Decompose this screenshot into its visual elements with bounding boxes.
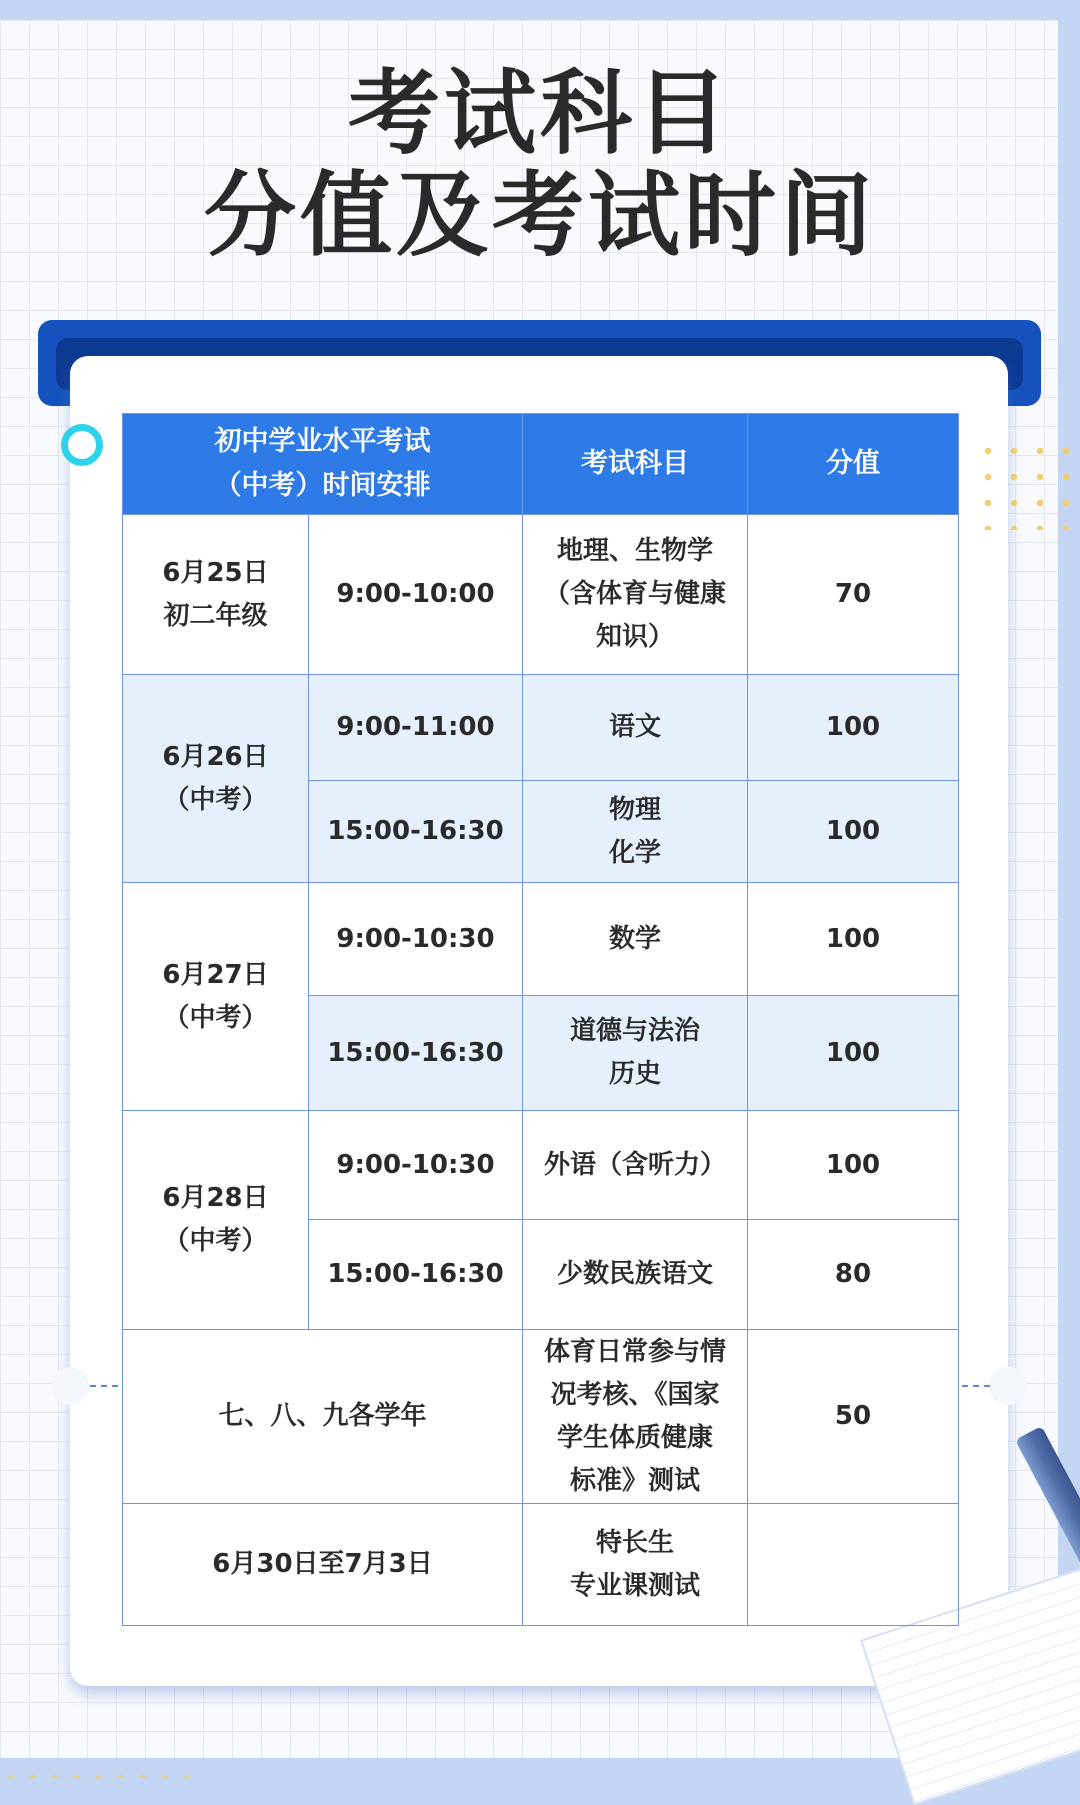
score-cell: 100: [748, 996, 959, 1111]
time-cell: 15:00-16:30: [309, 1220, 523, 1330]
grade-span-cell: 七、八、九各学年: [123, 1330, 523, 1504]
date-cell: 6月26日 （中考）: [123, 675, 309, 883]
time-cell: 9:00-11:00: [309, 675, 523, 781]
score-cell: 100: [748, 1111, 959, 1220]
page-title-line1: 考试科目: [347, 60, 732, 167]
ticket-notch-right: [989, 1367, 1027, 1405]
date-cell: 6月28日 （中考）: [123, 1111, 309, 1330]
score-cell: 80: [748, 1220, 959, 1330]
exam-schedule-table: [122, 413, 959, 1626]
score-cell: 100: [748, 675, 959, 781]
time-cell: 9:00-10:30: [309, 883, 523, 996]
subject-cell: 道德与法治 历史: [523, 996, 748, 1111]
subject-cell: 外语（含听力）: [523, 1111, 748, 1220]
header-schedule: 初中学业水平考试 （中考）时间安排: [123, 414, 523, 515]
dot-pattern-decoration: [975, 438, 1079, 530]
score-cell: 100: [748, 883, 959, 996]
header-score: 分值: [748, 414, 959, 515]
subject-cell: 少数民族语文: [523, 1220, 748, 1330]
score-cell: [748, 1504, 959, 1626]
time-cell: 15:00-16:30: [309, 996, 523, 1111]
time-cell: 9:00-10:30: [309, 1111, 523, 1220]
subject-cell: 体育日常参与情 况考核、《国家 学生体质健康 标准》测试: [523, 1330, 748, 1504]
date-range-cell: 6月30日至7月3日: [123, 1504, 523, 1626]
subject-cell: 语文: [523, 675, 748, 781]
ticket-notch-left: [51, 1367, 89, 1405]
dashed-divider-left: [90, 1385, 118, 1387]
time-cell: 15:00-16:30: [309, 781, 523, 883]
score-cell: 50: [748, 1330, 959, 1504]
ring-decoration-icon: [61, 424, 103, 466]
dot-pattern-decoration-bottom: [0, 1765, 200, 1778]
subject-cell: 物理 化学: [523, 781, 748, 883]
dashed-divider-right: [962, 1385, 990, 1387]
table-row: [123, 883, 959, 996]
time-cell: 9:00-10:00: [309, 515, 523, 675]
date-cell: 6月25日 初二年级: [123, 515, 309, 675]
table-header-row: [123, 414, 959, 515]
subject-cell: 数学: [523, 883, 748, 996]
header-subject: 考试科目: [523, 414, 748, 515]
subject-cell: 地理、生物学 （含体育与健康 知识）: [523, 515, 748, 675]
date-cell: 6月27日 （中考）: [123, 883, 309, 1111]
score-cell: 70: [748, 515, 959, 675]
table-row: [123, 675, 959, 781]
table-row: [123, 1504, 959, 1626]
subject-cell: 特长生 专业课测试: [523, 1504, 748, 1626]
table-row: [123, 1111, 959, 1220]
table-row: [123, 515, 959, 675]
score-cell: 100: [748, 781, 959, 883]
table-row: [123, 1330, 959, 1504]
page-title-line2: 分值及考试时间: [203, 162, 876, 269]
